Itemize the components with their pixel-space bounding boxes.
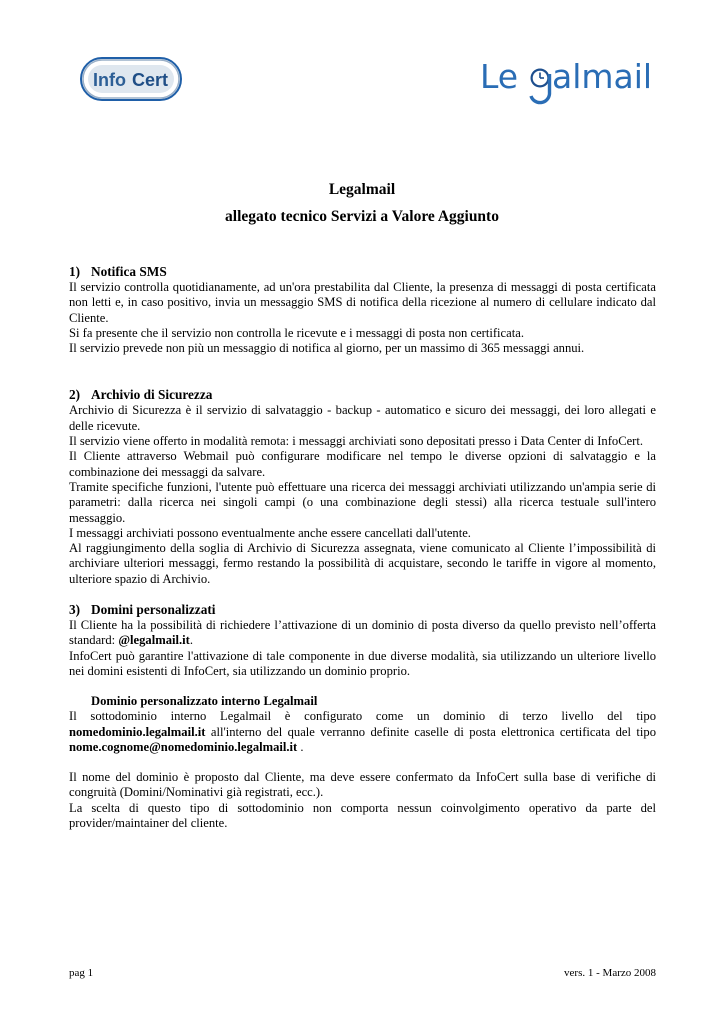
paragraph: Il Cliente attraverso Webmail può configurare modificare nel tempo le diverse opzioni di salvataggio e la combinazione dei messaggi da salvare. <box>69 449 656 479</box>
paragraph: Tramite specifiche funzioni, l'utente può effettuare una ricerca dei messaggi archiviati utilizzando un'ampia serie di parametri: dalla ricerca nei singoli campi (o una combinazione degli stessi) alla ricerca testuale sull'intero messaggio. <box>69 479 656 525</box>
infocert-logo-text-cert: Cert <box>132 70 169 90</box>
document-body <box>69 264 656 831</box>
paragraph: Il servizio viene offerto in modalità remota: i messaggi archiviati sono depositati presso i Data Center di InfoCert. <box>69 434 644 449</box>
paragraph: Il Cliente ha la possibilità di richiedere l’attivazione di un dominio di posta diverso da quello previsto nell’offerta standard: @legalmail.it. <box>69 618 656 648</box>
paragraph: Il nome del dominio è proposto dal Cliente, ma deve essere confermato da InfoCert sulla base di verifiche di congruità (Domini/Nominativi già registrati, ecc.). <box>69 770 656 800</box>
subsection-heading-dominio-interno: Dominio personalizzato interno Legalmail <box>91 694 318 709</box>
document-title: Legalmail <box>328 181 396 198</box>
legalmail-logo <box>480 54 655 106</box>
legalmail-logo-text-almail: almail <box>552 57 653 96</box>
paragraph: Al raggiungimento della soglia di Archivio di Sicurezza assegnata, viene comunicato al Cliente l’impossibilità di archiviare ulteriori messaggi, fermo restando la possibilità di acquistare, secondo le tariffe in vigore al momento, ulteriore spazio di Archivio. <box>69 541 656 586</box>
footer-page-number: pag 1 <box>69 967 94 979</box>
clock-icon <box>531 69 550 103</box>
legalmail-logo-text-le: Le <box>480 57 519 96</box>
footer-version: vers. 1 - Marzo 2008 <box>564 967 656 979</box>
paragraph: La scelta di questo tipo di sottodominio non comporta nessun coinvolgimento operativo da parte del provider/maintainer del cliente. <box>69 800 656 831</box>
paragraph: Archivio di Sicurezza è il servizio di salvataggio - backup - automatico e sicuro dei messaggi, dei loro allegati e delle ricevute. <box>69 403 656 433</box>
section-heading-archivio-sicurezza: 2) Archivio di Sicurezza <box>69 387 213 403</box>
paragraph: Si fa presente che il servizio non controlla le ricevute e i messaggi di posta non certificata. <box>69 325 524 340</box>
paragraph: Il servizio prevede non più un messaggio di notifica al giorno, per un massimo di 365 messaggi annui. <box>69 341 585 356</box>
paragraph: InfoCert può garantire l'attivazione di tale componente in due diverse modalità, sia utilizzando un ulteriore livello nei domini esistenti di InfoCert, sia utilizzando un dominio proprio. <box>69 648 656 678</box>
document-subtitle: allegato tecnico Servizi a Valore Aggiunto <box>225 208 499 225</box>
paragraph: Il sottodominio interno Legalmail è configurato come un dominio di terzo livello del tipo nomedominio.legalmail.it all'interno del quale verranno definite caselle di posta elettronica certificata del tipo nome.cognome@nomedominio.legalmail.it . <box>69 709 656 754</box>
paragraph: I messaggi archiviati possono eventualmente anche essere cancellati dall'utente. <box>69 525 471 540</box>
section-heading-notifica-sms: 1) Notifica SMS <box>69 264 167 279</box>
infocert-logo-text-info: Info <box>93 70 126 90</box>
paragraph: Il servizio controlla quotidianamente, ad un'ora prestabilita dal Cliente, la presenza di messaggi di posta certificata non letti e, in caso positivo, invia un messaggio SMS di notifica della ricezione al numero di cellulare indicato dal Cliente. <box>69 280 656 325</box>
section-heading-domini-personalizzati: 3) Domini personalizzati <box>69 602 216 618</box>
infocert-logo <box>80 57 182 101</box>
